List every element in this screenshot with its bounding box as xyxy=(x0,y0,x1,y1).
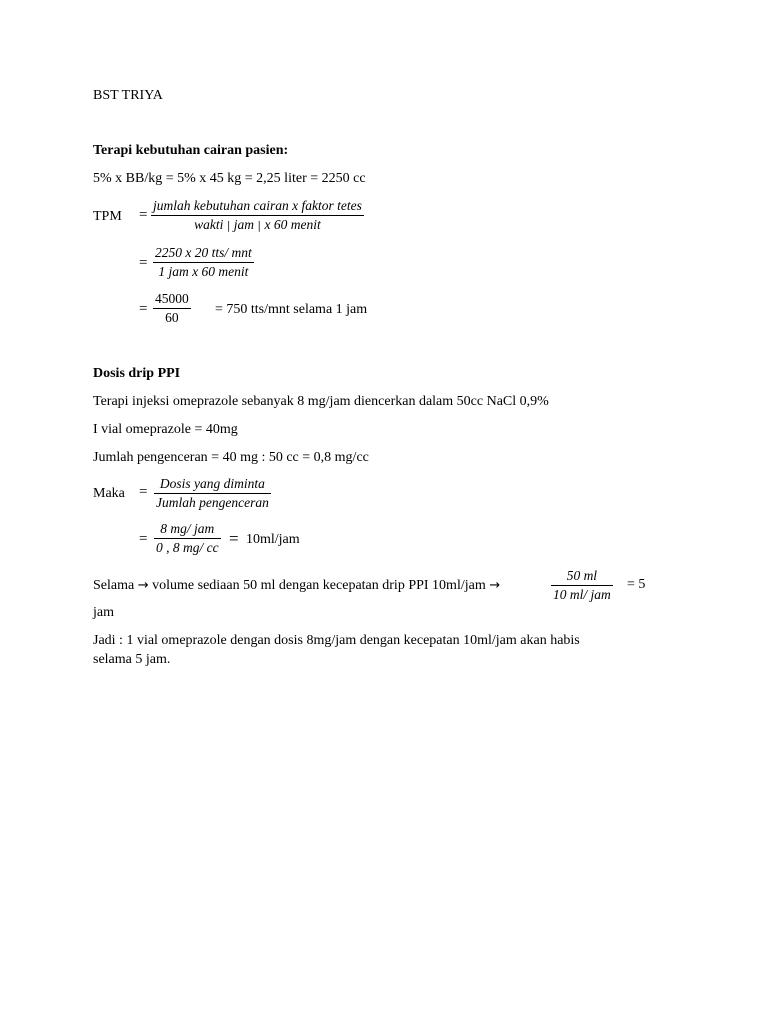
fraction-numerator: 50 ml xyxy=(566,568,598,583)
dose-formula-fraction xyxy=(154,476,271,511)
fraction-denominator: 0 , 8 mg/ cc xyxy=(156,540,219,555)
dose-substitution-fraction xyxy=(154,521,221,556)
duration-line xyxy=(93,578,500,594)
duration-unit: jam xyxy=(93,605,114,620)
equals-sign: = xyxy=(139,255,148,271)
equals-sign: = xyxy=(139,531,148,547)
fraction-denominator: 10 ml/ jam xyxy=(553,587,611,602)
equals-sign-large: = xyxy=(229,529,239,548)
dilution-line: Jumlah pengenceran = 40 mg : 50 cc = 0,8 mg/cc xyxy=(93,450,369,465)
pipe-glyph: | xyxy=(257,219,262,232)
denominator-part-a: wakti xyxy=(194,217,224,232)
vial-line: I vial omeprazole = 40mg xyxy=(93,422,238,437)
fraction-denominator xyxy=(151,216,364,234)
duration-fraction xyxy=(551,568,613,603)
fraction-numerator: jumlah kebutuhan cairan x faktor tetes xyxy=(153,198,362,213)
fluid-calculation-line: 5% x BB/kg = 5% x 45 kg = 2,25 liter = 2250 cc xyxy=(93,171,366,186)
duration-text: volume sediaan 50 ml dengan kecepatan drip PPI 10ml/jam xyxy=(152,578,486,593)
tpm-label: TPM xyxy=(93,209,122,224)
tpm-result: = 750 tts/mnt selama 1 jam xyxy=(215,302,368,317)
tpm-result-fraction xyxy=(153,291,191,326)
tpm-formula-fraction xyxy=(151,198,364,234)
fraction-denominator: 60 xyxy=(165,310,179,325)
fraction-numerator: Dosis yang diminta xyxy=(159,476,265,491)
equals-sign: = xyxy=(139,301,148,317)
duration-result: = 5 xyxy=(627,577,646,592)
denominator-part-b: jam xyxy=(233,217,255,232)
fraction-numerator: 8 mg/ jam xyxy=(160,521,215,536)
fraction-denominator: 1 jam x 60 menit xyxy=(158,264,249,279)
fraction-denominator: Jumlah pengenceran xyxy=(156,495,269,510)
right-arrow-icon: → xyxy=(137,578,149,593)
maka-label: Maka xyxy=(93,486,125,501)
right-arrow-icon: → xyxy=(489,578,501,593)
fraction-numerator: 2250 x 20 tts/ mnt xyxy=(155,245,252,260)
equals-sign: = xyxy=(139,484,148,500)
pipe-glyph: | xyxy=(226,219,231,232)
tpm-substitution-fraction xyxy=(153,245,254,280)
dose-result: 10ml/jam xyxy=(246,532,300,547)
conclusion-line-1: Jadi : 1 vial omeprazole dengan dosis 8mg/jam dengan kecepatan 10ml/jam akan habis xyxy=(93,633,580,648)
fraction-numerator: 45000 xyxy=(155,291,189,306)
selama-label: Selama xyxy=(93,578,135,593)
denominator-part-c: x 60 menit xyxy=(264,217,321,232)
section-heading-ppi: Dosis drip PPI xyxy=(93,366,181,381)
section-heading-fluid: Terapi kebutuhan cairan pasien: xyxy=(93,143,289,158)
therapy-line: Terapi injeksi omeprazole sebanyak 8 mg/jam diencerkan dalam 50cc NaCl 0,9% xyxy=(93,394,549,409)
conclusion-line-2: selama 5 jam. xyxy=(93,652,171,667)
document-header: BST TRIYA xyxy=(93,88,163,103)
equals-sign: = xyxy=(139,207,148,223)
